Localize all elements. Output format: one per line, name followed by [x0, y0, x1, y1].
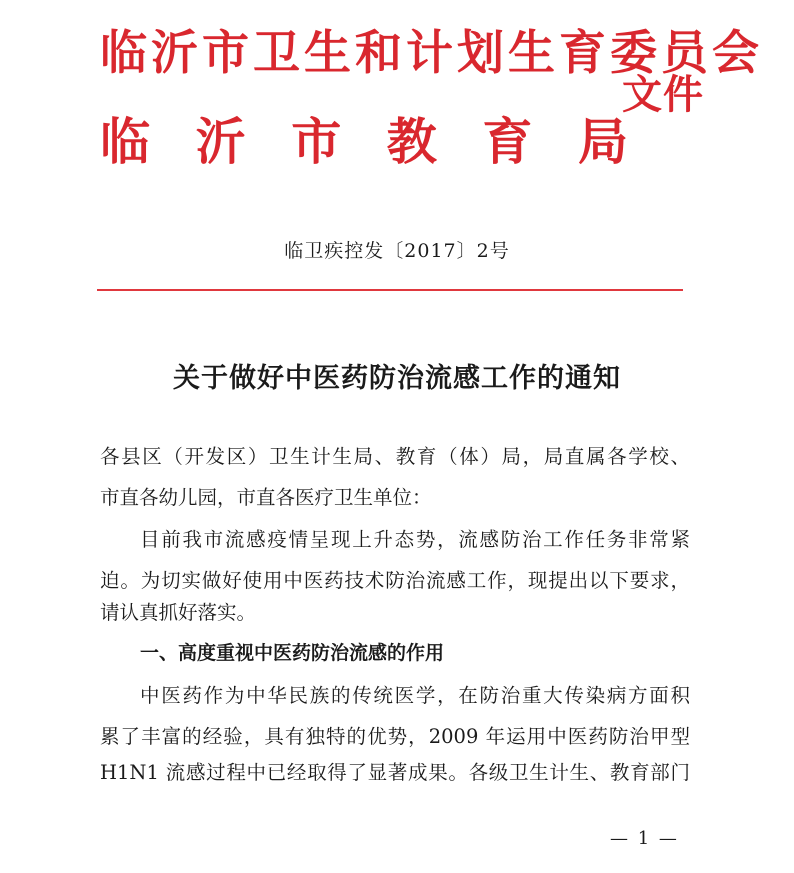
addressee-line: 市直各幼儿园，市直各医疗卫生单位：: [100, 486, 432, 509]
addressee-line: 各县区（开发区）卫生计生局、教育（体）局，局直属各学校、: [100, 445, 690, 468]
paragraph-line: 请认真抓好落实。: [100, 601, 257, 624]
issuer-line-2: [100, 102, 628, 174]
issuer-line-2-char: 市: [291, 113, 342, 171]
red-separator-rule: [97, 289, 683, 291]
paragraph-line: 目前我市流感疫情呈现上升态势，流感防治工作任务非常紧: [140, 528, 690, 551]
paragraph-line: 中医药作为中华民族的传统医学，在防治重大传染病方面积: [140, 684, 690, 707]
page-number: — 1 —: [610, 828, 679, 849]
issuer-line-1: 临沂市卫生和计划生育委员会: [100, 26, 763, 81]
paragraph-line: 累了丰富的经验，具有独特的优势，2009 年运用中医药防治甲型: [100, 725, 690, 748]
section-heading: 一、高度重视中医药防治流感的作用: [140, 642, 445, 664]
issuer-line-2-char: 育: [482, 113, 533, 171]
issuer-line-2-char: 沂: [195, 113, 246, 171]
issuer-line-2-char: 教: [386, 113, 437, 171]
issuer-line-2-char: 临: [100, 113, 150, 171]
document-number: 临卫疾控发〔2017〕2号: [284, 240, 510, 262]
paragraph-line: 迫。为切实做好使用中医药技术防治流感工作，现提出以下要求，: [100, 569, 690, 592]
paragraph-line: H1N1 流感过程中已经取得了显著成果。各级卫生计生、教育部门: [100, 761, 690, 784]
issuer-line-2-char: 局: [577, 113, 628, 171]
document-type-suffix: 文件: [622, 72, 704, 118]
document-title: 关于做好中医药防治流感工作的通知: [173, 363, 621, 394]
